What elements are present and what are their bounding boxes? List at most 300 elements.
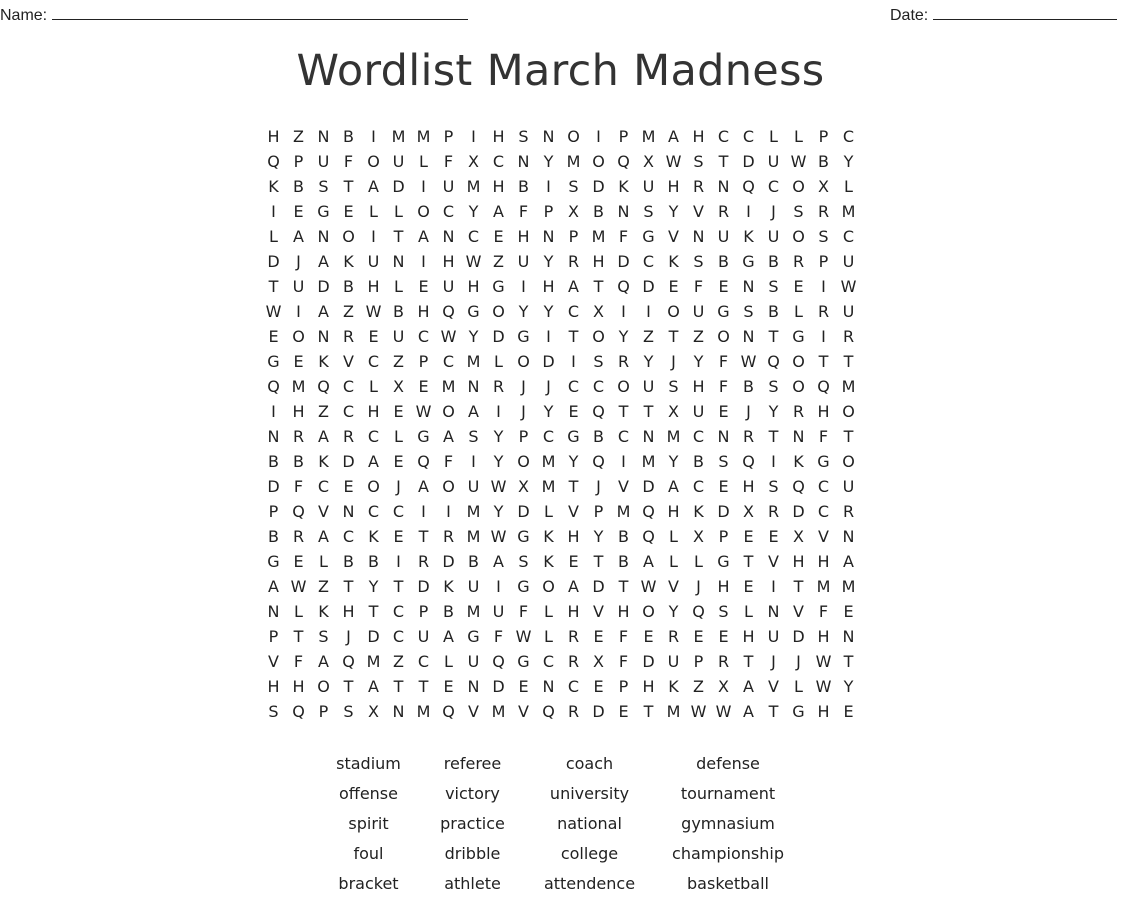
grid-letter[interactable]: F	[343, 152, 354, 171]
grid-letter[interactable]: D	[642, 652, 655, 671]
grid-letter[interactable]: I	[296, 302, 301, 321]
grid-letter[interactable]: G	[742, 252, 755, 271]
grid-letter[interactable]: L	[369, 377, 378, 396]
grid-letter[interactable]: I	[596, 127, 601, 146]
grid-letter[interactable]: B	[268, 452, 279, 471]
grid-letter[interactable]: C	[567, 377, 580, 396]
grid-letter[interactable]: D	[592, 702, 605, 721]
grid-letter[interactable]: O	[592, 327, 605, 346]
grid-letter[interactable]: C	[442, 352, 455, 371]
grid-letter[interactable]: O	[842, 402, 855, 421]
grid-letter[interactable]: H	[792, 552, 805, 571]
grid-letter[interactable]: F	[518, 602, 529, 621]
grid-letter[interactable]: Y	[618, 327, 629, 346]
grid-letter[interactable]: R	[667, 627, 680, 646]
grid-letter[interactable]: V	[668, 227, 679, 246]
grid-letter[interactable]: R	[717, 652, 730, 671]
grid-letter[interactable]: B	[468, 552, 479, 571]
grid-letter[interactable]: H	[292, 677, 305, 696]
date-blank-line[interactable]	[933, 4, 1117, 20]
grid-letter[interactable]: E	[518, 677, 529, 696]
grid-letter[interactable]: D	[792, 502, 805, 521]
grid-letter[interactable]: I	[371, 127, 376, 146]
grid-letter[interactable]: S	[518, 127, 529, 146]
grid-letter[interactable]: I	[471, 127, 476, 146]
grid-letter[interactable]: P	[268, 502, 279, 521]
grid-letter[interactable]: U	[667, 652, 680, 671]
grid-letter[interactable]: X	[668, 402, 679, 421]
grid-letter[interactable]: N	[842, 627, 855, 646]
grid-letter[interactable]: C	[492, 152, 505, 171]
grid-letter[interactable]: D	[267, 477, 280, 496]
grid-letter[interactable]: D	[592, 177, 605, 196]
grid-letter[interactable]: O	[517, 352, 530, 371]
grid-letter[interactable]: Y	[843, 677, 854, 696]
grid-letter[interactable]: H	[817, 552, 830, 571]
grid-letter[interactable]: K	[368, 527, 379, 546]
grid-letter[interactable]: E	[768, 527, 779, 546]
grid-letter[interactable]: L	[694, 552, 703, 571]
grid-letter[interactable]: N	[467, 377, 480, 396]
grid-letter[interactable]: Y	[843, 152, 854, 171]
grid-letter[interactable]: S	[643, 202, 654, 221]
grid-letter[interactable]: C	[367, 427, 380, 446]
grid-letter[interactable]: U	[417, 627, 430, 646]
grid-letter[interactable]: E	[593, 627, 604, 646]
grid-letter[interactable]: H	[717, 577, 730, 596]
grid-letter[interactable]: H	[542, 277, 555, 296]
grid-letter[interactable]: Y	[368, 577, 379, 596]
grid-letter[interactable]: I	[421, 252, 426, 271]
grid-letter[interactable]: D	[342, 452, 355, 471]
grid-letter[interactable]: C	[392, 502, 405, 521]
grid-letter[interactable]: F	[818, 602, 829, 621]
grid-letter[interactable]: W	[840, 277, 857, 296]
grid-letter[interactable]: T	[593, 552, 604, 571]
grid-letter[interactable]: O	[667, 302, 680, 321]
grid-letter[interactable]: H	[742, 477, 755, 496]
grid-letter[interactable]: O	[642, 602, 655, 621]
grid-letter[interactable]: E	[593, 677, 604, 696]
grid-letter[interactable]: T	[618, 402, 629, 421]
grid-letter[interactable]: L	[544, 502, 553, 521]
grid-letter[interactable]: Y	[493, 502, 504, 521]
grid-letter[interactable]: L	[544, 602, 553, 621]
grid-letter[interactable]: J	[696, 577, 701, 596]
grid-letter[interactable]: O	[317, 677, 330, 696]
grid-letter[interactable]: B	[593, 202, 604, 221]
grid-letter[interactable]: T	[268, 277, 279, 296]
grid-letter[interactable]: V	[593, 602, 604, 621]
grid-letter[interactable]: Z	[493, 252, 504, 271]
grid-letter[interactable]: V	[793, 602, 804, 621]
grid-letter[interactable]: A	[318, 302, 329, 321]
grid-letter[interactable]: S	[768, 477, 779, 496]
grid-letter[interactable]: S	[268, 702, 279, 721]
grid-letter[interactable]: J	[546, 377, 551, 396]
grid-letter[interactable]: Z	[643, 327, 654, 346]
grid-letter[interactable]: U	[442, 177, 455, 196]
grid-letter[interactable]: R	[742, 427, 755, 446]
grid-letter[interactable]: L	[794, 302, 803, 321]
grid-letter[interactable]: Q	[492, 652, 505, 671]
grid-letter[interactable]: H	[267, 127, 280, 146]
grid-letter[interactable]: R	[817, 202, 830, 221]
grid-letter[interactable]: U	[292, 277, 305, 296]
grid-letter[interactable]: G	[492, 277, 505, 296]
grid-letter[interactable]: E	[668, 277, 679, 296]
grid-letter[interactable]: C	[742, 127, 755, 146]
grid-letter[interactable]: J	[771, 652, 776, 671]
grid-letter[interactable]: R	[492, 377, 505, 396]
grid-letter[interactable]: T	[618, 577, 629, 596]
grid-letter[interactable]: W	[640, 577, 657, 596]
grid-letter[interactable]: O	[517, 452, 530, 471]
grid-letter[interactable]: W	[740, 352, 757, 371]
grid-letter[interactable]: G	[792, 702, 805, 721]
grid-letter[interactable]: B	[593, 427, 604, 446]
grid-letter[interactable]: Y	[543, 302, 554, 321]
grid-letter[interactable]: L	[669, 527, 678, 546]
grid-letter[interactable]: C	[467, 227, 480, 246]
grid-letter[interactable]: H	[667, 502, 680, 521]
grid-letter[interactable]: F	[718, 377, 729, 396]
grid-letter[interactable]: G	[567, 427, 580, 446]
grid-letter[interactable]: H	[517, 227, 530, 246]
grid-letter[interactable]: P	[418, 602, 429, 621]
grid-letter[interactable]: Q	[342, 652, 355, 671]
grid-letter[interactable]: U	[692, 302, 705, 321]
grid-letter[interactable]: S	[793, 202, 804, 221]
grid-letter[interactable]: K	[693, 502, 704, 521]
grid-letter[interactable]: X	[368, 702, 379, 721]
grid-letter[interactable]: E	[343, 202, 354, 221]
grid-letter[interactable]: A	[418, 477, 429, 496]
grid-letter[interactable]: H	[417, 302, 430, 321]
grid-letter[interactable]: O	[717, 327, 730, 346]
grid-letter[interactable]: O	[542, 577, 555, 596]
grid-letter[interactable]: A	[293, 227, 304, 246]
grid-letter[interactable]: B	[293, 177, 304, 196]
grid-letter[interactable]: Q	[317, 377, 330, 396]
grid-letter[interactable]: H	[742, 627, 755, 646]
grid-letter[interactable]: K	[618, 177, 629, 196]
grid-letter[interactable]: T	[393, 677, 404, 696]
grid-letter[interactable]: M	[566, 152, 581, 171]
grid-letter[interactable]: I	[621, 302, 626, 321]
grid-letter[interactable]: B	[768, 302, 779, 321]
grid-letter[interactable]: A	[643, 552, 654, 571]
grid-letter[interactable]: X	[593, 302, 604, 321]
grid-letter[interactable]: M	[391, 127, 406, 146]
grid-letter[interactable]: E	[293, 552, 304, 571]
grid-letter[interactable]: E	[718, 477, 729, 496]
grid-letter[interactable]: H	[817, 627, 830, 646]
grid-letter[interactable]: W	[415, 402, 432, 421]
grid-letter[interactable]: K	[743, 227, 754, 246]
grid-letter[interactable]: L	[394, 427, 403, 446]
grid-letter[interactable]: E	[393, 527, 404, 546]
grid-letter[interactable]: A	[743, 677, 754, 696]
grid-letter[interactable]: V	[693, 202, 704, 221]
grid-letter[interactable]: M	[841, 377, 856, 396]
grid-letter[interactable]: I	[546, 327, 551, 346]
grid-letter[interactable]: G	[517, 527, 530, 546]
grid-letter[interactable]: N	[392, 702, 405, 721]
grid-letter[interactable]: E	[618, 702, 629, 721]
grid-letter[interactable]: L	[794, 127, 803, 146]
grid-letter[interactable]: L	[444, 652, 453, 671]
grid-letter[interactable]: E	[843, 602, 854, 621]
grid-letter[interactable]: G	[317, 202, 330, 221]
grid-letter[interactable]: T	[368, 602, 379, 621]
grid-letter[interactable]: H	[592, 252, 605, 271]
grid-letter[interactable]: C	[617, 427, 630, 446]
grid-letter[interactable]: Q	[642, 502, 655, 521]
grid-letter[interactable]: M	[666, 702, 681, 721]
grid-letter[interactable]: Y	[518, 302, 529, 321]
grid-letter[interactable]: J	[671, 352, 676, 371]
grid-letter[interactable]: E	[743, 527, 754, 546]
grid-letter[interactable]: P	[693, 652, 704, 671]
grid-letter[interactable]: A	[743, 702, 754, 721]
grid-letter[interactable]: V	[618, 477, 629, 496]
grid-letter[interactable]: C	[692, 427, 705, 446]
grid-letter[interactable]: P	[418, 352, 429, 371]
grid-letter[interactable]: Y	[643, 352, 654, 371]
grid-letter[interactable]: G	[417, 427, 430, 446]
grid-letter[interactable]: Y	[668, 202, 679, 221]
grid-letter[interactable]: E	[693, 627, 704, 646]
grid-letter[interactable]: Y	[493, 452, 504, 471]
grid-letter[interactable]: K	[318, 352, 329, 371]
grid-letter[interactable]: I	[646, 302, 651, 321]
grid-letter[interactable]: W	[690, 702, 707, 721]
grid-letter[interactable]: B	[293, 452, 304, 471]
grid-letter[interactable]: J	[346, 627, 351, 646]
grid-letter[interactable]: X	[643, 152, 654, 171]
grid-letter[interactable]: D	[742, 152, 755, 171]
grid-letter[interactable]: M	[466, 502, 481, 521]
grid-letter[interactable]: O	[292, 327, 305, 346]
grid-letter[interactable]: N	[392, 252, 405, 271]
grid-letter[interactable]: D	[492, 327, 505, 346]
grid-letter[interactable]: V	[343, 352, 354, 371]
grid-letter[interactable]: T	[343, 577, 354, 596]
grid-letter[interactable]: T	[768, 427, 779, 446]
grid-letter[interactable]: H	[367, 277, 380, 296]
grid-letter[interactable]: T	[743, 652, 754, 671]
grid-letter[interactable]: I	[496, 402, 501, 421]
grid-letter[interactable]: A	[368, 452, 379, 471]
grid-letter[interactable]: X	[693, 527, 704, 546]
grid-letter[interactable]: N	[317, 227, 330, 246]
grid-letter[interactable]: E	[393, 402, 404, 421]
grid-letter[interactable]: T	[568, 477, 579, 496]
grid-letter[interactable]: X	[718, 677, 729, 696]
grid-letter[interactable]: Y	[493, 427, 504, 446]
grid-letter[interactable]: L	[794, 677, 803, 696]
grid-letter[interactable]: V	[568, 502, 579, 521]
grid-letter[interactable]: S	[718, 602, 729, 621]
grid-letter[interactable]: D	[267, 252, 280, 271]
grid-letter[interactable]: X	[818, 177, 829, 196]
grid-letter[interactable]: N	[792, 427, 805, 446]
grid-letter[interactable]: P	[718, 527, 729, 546]
grid-letter[interactable]: I	[771, 577, 776, 596]
grid-letter[interactable]: Z	[393, 652, 404, 671]
grid-letter[interactable]: F	[493, 627, 504, 646]
grid-letter[interactable]: A	[493, 552, 504, 571]
grid-letter[interactable]: K	[318, 452, 329, 471]
grid-letter[interactable]: U	[692, 402, 705, 421]
grid-letter[interactable]: N	[717, 427, 730, 446]
grid-letter[interactable]: P	[593, 502, 604, 521]
grid-letter[interactable]: K	[793, 452, 804, 471]
grid-letter[interactable]: O	[492, 302, 505, 321]
grid-letter[interactable]: X	[743, 502, 754, 521]
grid-letter[interactable]: F	[518, 202, 529, 221]
grid-letter[interactable]: C	[367, 502, 380, 521]
grid-letter[interactable]: S	[718, 452, 729, 471]
grid-letter[interactable]: H	[617, 602, 630, 621]
grid-letter[interactable]: C	[442, 202, 455, 221]
grid-letter[interactable]: P	[268, 627, 279, 646]
grid-letter[interactable]: V	[518, 702, 529, 721]
grid-letter[interactable]: A	[668, 477, 679, 496]
grid-letter[interactable]: C	[417, 652, 430, 671]
grid-letter[interactable]: L	[544, 627, 553, 646]
grid-letter[interactable]: C	[542, 427, 555, 446]
grid-letter[interactable]: M	[291, 377, 306, 396]
grid-letter[interactable]: Z	[293, 127, 304, 146]
grid-letter[interactable]: E	[793, 277, 804, 296]
grid-letter[interactable]: K	[318, 602, 329, 621]
grid-letter[interactable]: J	[771, 202, 776, 221]
grid-letter[interactable]: U	[392, 152, 405, 171]
grid-letter[interactable]: A	[268, 577, 279, 596]
grid-letter[interactable]: S	[518, 552, 529, 571]
grid-letter[interactable]: P	[518, 427, 529, 446]
grid-letter[interactable]: C	[567, 677, 580, 696]
grid-letter[interactable]: F	[818, 427, 829, 446]
grid-letter[interactable]: B	[743, 377, 754, 396]
grid-letter[interactable]: O	[617, 377, 630, 396]
grid-letter[interactable]: Q	[817, 377, 830, 396]
grid-letter[interactable]: J	[296, 252, 301, 271]
grid-letter[interactable]: T	[718, 152, 729, 171]
grid-letter[interactable]: I	[521, 277, 526, 296]
grid-letter[interactable]: J	[521, 402, 526, 421]
grid-letter[interactable]: T	[668, 327, 679, 346]
grid-letter[interactable]: X	[568, 202, 579, 221]
grid-letter[interactable]: A	[368, 177, 379, 196]
grid-letter[interactable]: P	[618, 677, 629, 696]
grid-letter[interactable]: I	[271, 202, 276, 221]
grid-letter[interactable]: M	[591, 227, 606, 246]
grid-letter[interactable]: H	[567, 527, 580, 546]
grid-letter[interactable]: E	[293, 352, 304, 371]
grid-letter[interactable]: R	[417, 552, 430, 571]
grid-letter[interactable]: Z	[318, 402, 329, 421]
grid-letter[interactable]: B	[343, 552, 354, 571]
grid-letter[interactable]: B	[768, 252, 779, 271]
grid-letter[interactable]: G	[467, 627, 480, 646]
grid-letter[interactable]: I	[471, 452, 476, 471]
grid-letter[interactable]: B	[368, 552, 379, 571]
grid-letter[interactable]: V	[318, 502, 329, 521]
grid-letter[interactable]: F	[618, 627, 629, 646]
grid-letter[interactable]: A	[668, 127, 679, 146]
grid-letter[interactable]: X	[593, 652, 604, 671]
grid-letter[interactable]: G	[517, 577, 530, 596]
grid-letter[interactable]: F	[293, 477, 304, 496]
grid-letter[interactable]: Q	[617, 277, 630, 296]
grid-letter[interactable]: D	[592, 577, 605, 596]
grid-letter[interactable]: O	[792, 352, 805, 371]
grid-letter[interactable]: R	[342, 427, 355, 446]
grid-letter[interactable]: N	[742, 327, 755, 346]
grid-letter[interactable]: V	[768, 552, 779, 571]
grid-letter[interactable]: U	[442, 277, 455, 296]
grid-letter[interactable]: D	[517, 502, 530, 521]
grid-letter[interactable]: J	[796, 652, 801, 671]
grid-letter[interactable]: B	[618, 527, 629, 546]
grid-letter[interactable]: S	[768, 377, 779, 396]
grid-letter[interactable]: W	[465, 252, 482, 271]
grid-letter[interactable]: B	[618, 552, 629, 571]
grid-letter[interactable]: C	[342, 377, 355, 396]
grid-letter[interactable]: O	[592, 152, 605, 171]
grid-letter[interactable]: I	[571, 352, 576, 371]
grid-letter[interactable]: T	[643, 702, 654, 721]
grid-letter[interactable]: W	[365, 302, 382, 321]
grid-letter[interactable]: R	[567, 252, 580, 271]
grid-letter[interactable]: U	[317, 152, 330, 171]
grid-letter[interactable]: N	[467, 677, 480, 696]
grid-letter[interactable]: N	[842, 527, 855, 546]
grid-letter[interactable]: U	[842, 477, 855, 496]
grid-letter[interactable]: S	[818, 227, 829, 246]
grid-letter[interactable]: R	[692, 177, 705, 196]
grid-letter[interactable]: M	[816, 577, 831, 596]
grid-letter[interactable]: U	[392, 327, 405, 346]
grid-letter[interactable]: O	[442, 477, 455, 496]
name-blank-line[interactable]	[52, 4, 468, 20]
grid-letter[interactable]: G	[817, 452, 830, 471]
grid-letter[interactable]: I	[821, 327, 826, 346]
grid-letter[interactable]: T	[793, 577, 804, 596]
grid-letter[interactable]: C	[692, 477, 705, 496]
grid-letter[interactable]: N	[342, 502, 355, 521]
grid-letter[interactable]: C	[817, 502, 830, 521]
grid-letter[interactable]: H	[492, 127, 505, 146]
grid-letter[interactable]: Y	[543, 252, 554, 271]
grid-letter[interactable]: I	[746, 202, 751, 221]
grid-letter[interactable]: D	[642, 277, 655, 296]
grid-letter[interactable]: Q	[267, 152, 280, 171]
grid-letter[interactable]: G	[717, 552, 730, 571]
grid-letter[interactable]: V	[818, 527, 829, 546]
grid-letter[interactable]: L	[394, 202, 403, 221]
grid-letter[interactable]: A	[443, 427, 454, 446]
grid-letter[interactable]: H	[692, 377, 705, 396]
grid-letter[interactable]: M	[466, 602, 481, 621]
grid-letter[interactable]: D	[542, 352, 555, 371]
grid-letter[interactable]: G	[642, 227, 655, 246]
grid-letter[interactable]: Y	[768, 402, 779, 421]
grid-letter[interactable]: N	[267, 427, 280, 446]
